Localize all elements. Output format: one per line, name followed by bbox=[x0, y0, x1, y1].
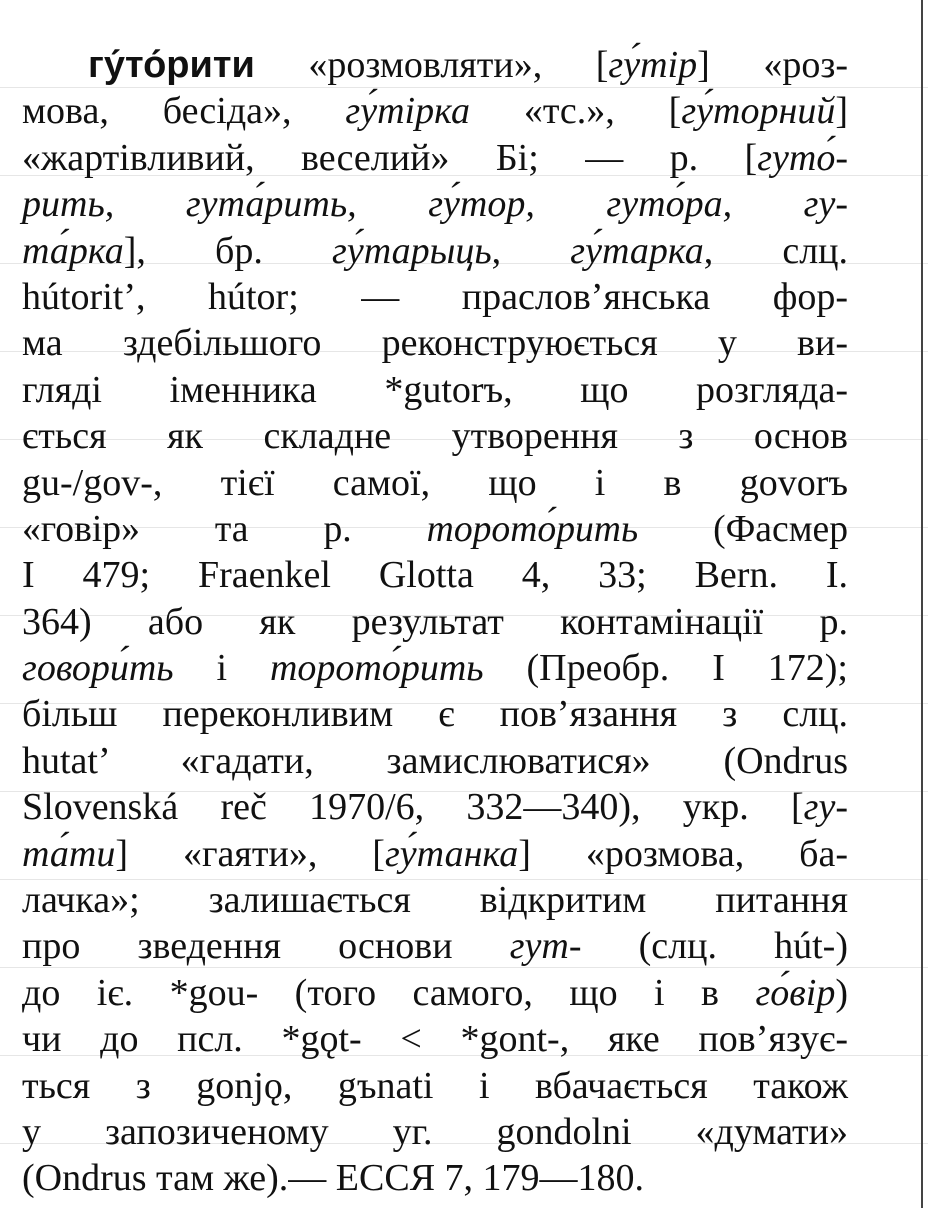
italic-form: гу́тірка bbox=[345, 90, 470, 133]
entry-text: I 479; Fraenkel Glotta 4, 33; Bern. I. bbox=[22, 554, 848, 597]
entry-text: ма здебільшого реконструюється у ви- bbox=[22, 322, 848, 365]
entry-line bbox=[22, 274, 848, 320]
italic-form: го́вір bbox=[755, 971, 836, 1014]
entry-line bbox=[22, 691, 848, 737]
entry-line bbox=[22, 181, 848, 227]
entry-text: , слц. bbox=[703, 229, 848, 272]
italic-form: гу- bbox=[803, 786, 848, 829]
page-edge bbox=[921, 0, 923, 1208]
entry-line bbox=[22, 599, 848, 645]
entry-text: «розмовляти», [ bbox=[254, 44, 609, 86]
italic-form: гу́тарыць bbox=[332, 229, 492, 272]
entry-line bbox=[22, 413, 848, 459]
italic-form: гут- bbox=[509, 925, 582, 968]
entry-line bbox=[22, 506, 848, 552]
headword: гу́то́рити bbox=[88, 44, 255, 86]
entry-text: , bbox=[491, 229, 571, 272]
entry-line bbox=[22, 1063, 848, 1109]
entry-line bbox=[22, 367, 848, 413]
entry-text: (слц. hút-) bbox=[581, 925, 848, 968]
entry-text: «говір» та р. bbox=[22, 507, 427, 550]
entry-text: ] «розмова, ба- bbox=[518, 832, 848, 875]
entry-text: більш переконливим є пов’язання з слц. bbox=[22, 693, 848, 736]
entry-line bbox=[22, 1016, 848, 1062]
entry-line bbox=[22, 460, 848, 506]
entry-text: ється як складне утворення з основ bbox=[22, 415, 848, 458]
italic-form: говори́ть bbox=[22, 647, 174, 690]
entry-text: gu-/gov-, тієї самої, що і в govorъ bbox=[22, 461, 848, 504]
entry-text: (Преобр. I 172); bbox=[483, 647, 848, 690]
entry-line bbox=[22, 135, 848, 181]
italic-form: та́рка bbox=[22, 229, 124, 272]
entry-line bbox=[22, 645, 848, 691]
entry-text: «тс.», [ bbox=[469, 90, 682, 133]
entry-text: ) bbox=[835, 971, 848, 1014]
entry-text: гляді іменника *gutorъ, що розгляда- bbox=[22, 368, 848, 411]
entry-line bbox=[22, 1155, 848, 1201]
italic-form: торото́рить bbox=[426, 507, 639, 550]
entry-line bbox=[22, 42, 848, 88]
entry-text: ], бр. bbox=[123, 229, 332, 272]
entry-text: ] bbox=[835, 90, 848, 133]
entry-text: і bbox=[173, 647, 270, 690]
italic-form: рить, гута́рить, гу́тор, гуто́ра, гу- bbox=[22, 183, 848, 226]
entry-text: ] «гаяти», [ bbox=[115, 832, 385, 875]
entry-line bbox=[22, 970, 848, 1016]
entry-text: hutat’ «гадати, замислюватися» (Ondrus bbox=[22, 739, 848, 782]
italic-form: гу́танка bbox=[384, 832, 519, 875]
entry-line bbox=[22, 877, 848, 923]
entry-line bbox=[22, 831, 848, 877]
italic-form: гу́торний bbox=[681, 90, 836, 133]
italic-form: та́ти bbox=[22, 832, 116, 875]
entry-text: про зведення основи bbox=[22, 925, 510, 968]
dictionary-entry bbox=[22, 42, 848, 1202]
entry-line bbox=[22, 738, 848, 784]
italic-form: гуто́- bbox=[757, 136, 848, 179]
entry-line bbox=[22, 552, 848, 598]
entry-text: «жартівливий, веселий» Бі; — р. [ bbox=[22, 136, 758, 179]
italic-form: торото́рить bbox=[269, 647, 484, 690]
italic-form: гу́тір bbox=[608, 44, 698, 86]
entry-line bbox=[22, 784, 848, 830]
entry-text: (Ondrus там же).— ЕССЯ 7, 179—180. bbox=[22, 1157, 645, 1200]
entry-text: 364) або як результат контамінації р. bbox=[22, 600, 848, 643]
entry-text: hútorit’, hútor; — праслов’янська фор- bbox=[22, 275, 848, 318]
entry-line bbox=[22, 923, 848, 969]
entry-text: чи до псл. *gǫt- < *gont-, яке пов’язує- bbox=[22, 1018, 848, 1061]
entry-line bbox=[22, 1109, 848, 1155]
entry-text: (Фасмер bbox=[638, 507, 848, 550]
entry-line bbox=[22, 88, 848, 134]
entry-text: лачка»; залишається відкритим питання bbox=[22, 879, 848, 922]
entry-text: мова, бесіда», bbox=[22, 90, 346, 133]
entry-text: Slovenská reč 1970/6, 332—340), укр. [ bbox=[22, 786, 804, 829]
entry-text: ться з gonjǫ, gъnati і вбачається також bbox=[22, 1064, 848, 1107]
entry-text: у запозиченому уг. gondolni «думати» bbox=[22, 1110, 848, 1153]
entry-text: до іє. *gou- (того самого, що і в bbox=[22, 971, 756, 1014]
entry-text: ] «роз- bbox=[697, 44, 848, 86]
entry-line bbox=[22, 320, 848, 366]
italic-form: гу́тарка bbox=[570, 229, 704, 272]
entry-line bbox=[22, 228, 848, 274]
